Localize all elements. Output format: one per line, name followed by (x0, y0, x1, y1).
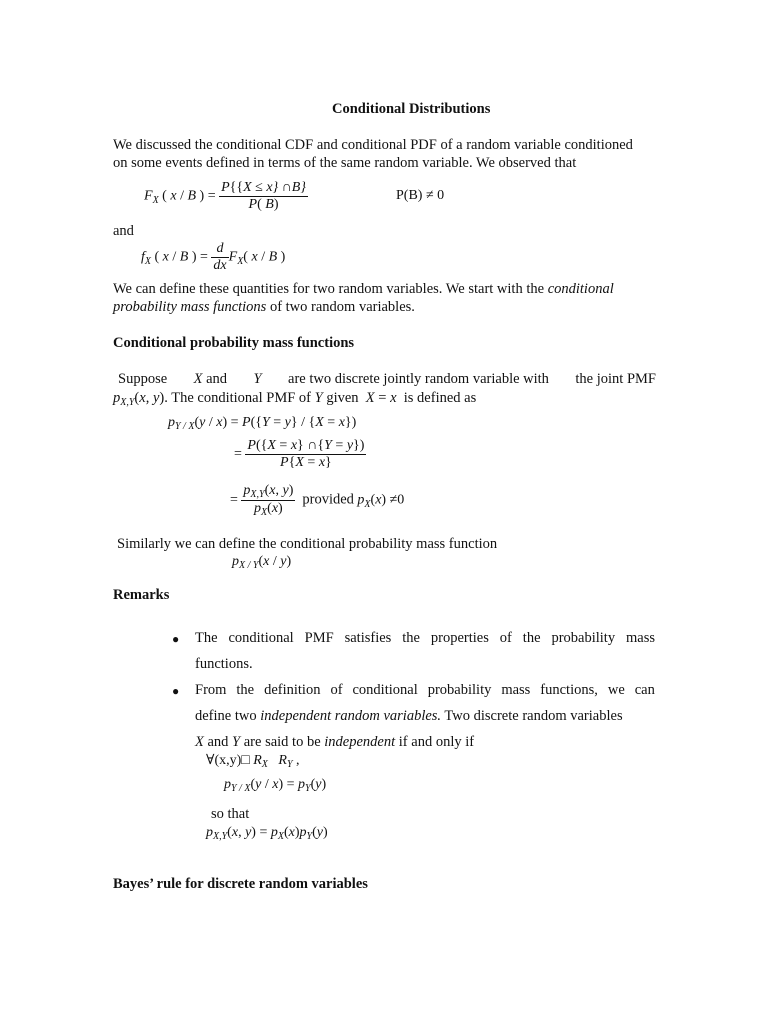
equation-cond-pmf-3: = $\frac{p_{X,Y}(x, y)}{p_X(x)}$ provided $p_X(x) \ne 0$ (230, 483, 405, 518)
page-title: Conditional Distributions (332, 101, 491, 117)
equation-forall: ∀(x,y)□ $R_X$ $R_Y$ , (206, 753, 300, 770)
bullet-2: ● (172, 684, 180, 698)
define-line-2: probability mass functions of two random variables. (113, 299, 415, 315)
pmf-definition-line: $p_{X,Y}(x$, y). The conditional PMF of Y given X = x is defined as (113, 390, 477, 408)
equation-x-given-y: $p_{X / Y}(x / y)$ (232, 554, 292, 571)
remark-1-line-1: The conditional PMF satisfies the properties of the probability mass (195, 630, 655, 646)
similarly-line: Similarly we can define the conditional probability mass function (117, 536, 498, 552)
remark-2-line-2: define two independent random variables. Two discrete random variables (195, 708, 623, 724)
heading-pmf: Conditional probability mass functions (113, 335, 355, 351)
intro-line-1: We discussed the conditional CDF and conditional PDF of a random variable conditioned (113, 137, 633, 153)
heading-remarks: Remarks (113, 587, 170, 603)
intro-line-2: on some events defined in terms of the same random variable. We observed that (113, 155, 577, 171)
equation-cond-pmf-2: = $\frac{P(\{X = x\} \cap\{Y = y\})}{P\{X = x\}}$ (234, 438, 365, 470)
equation-conditional-pdf: $f_X$ ( x / B ) = $\frac{d}{dx}$ $F_X$( x / B ) (141, 241, 286, 273)
remark-1-line-2: functions. (195, 656, 253, 672)
remark-2-line-1: From the definition of conditional probability mass functions, we can (195, 682, 655, 698)
so-that: so that (211, 806, 250, 822)
equation-condition: P(B) ≠ 0 (396, 188, 445, 203)
suppose-line: Suppose X and Y are two discrete jointly random variable with the joint PMF (118, 371, 656, 387)
fraction: $\frac{P\{\{X \le x\} \cap B\}}{P( B)}$ (221, 180, 306, 212)
and-word: and (113, 223, 134, 239)
equation-cond-pmf-1: $p_{Y / X}(y / x) = P(\{Y = y\} / \{X = x\})$ (168, 415, 357, 432)
equation-independence-1: $p_{Y / X}(y / x) = p_Y(y)$ (224, 777, 327, 794)
remark-2-line-3: X and Y are said to be independent if and only if (195, 734, 475, 750)
equation-independence-2: $p_{X,Y}(x$, $y) = p_X(x)p_Y(y)$ (206, 825, 328, 842)
define-line-1: We can define these quantities for two random variables. We start with the conditional (113, 281, 614, 297)
equation-conditional-cdf: $F_X$ ( x / B ) = $\frac{P\{\{X \le x\} \cap B\}}{P( B)}$ (144, 180, 306, 212)
heading-bayes: Bayes’ rule for discrete random variables (113, 876, 368, 892)
bullet-1: ● (172, 632, 180, 646)
